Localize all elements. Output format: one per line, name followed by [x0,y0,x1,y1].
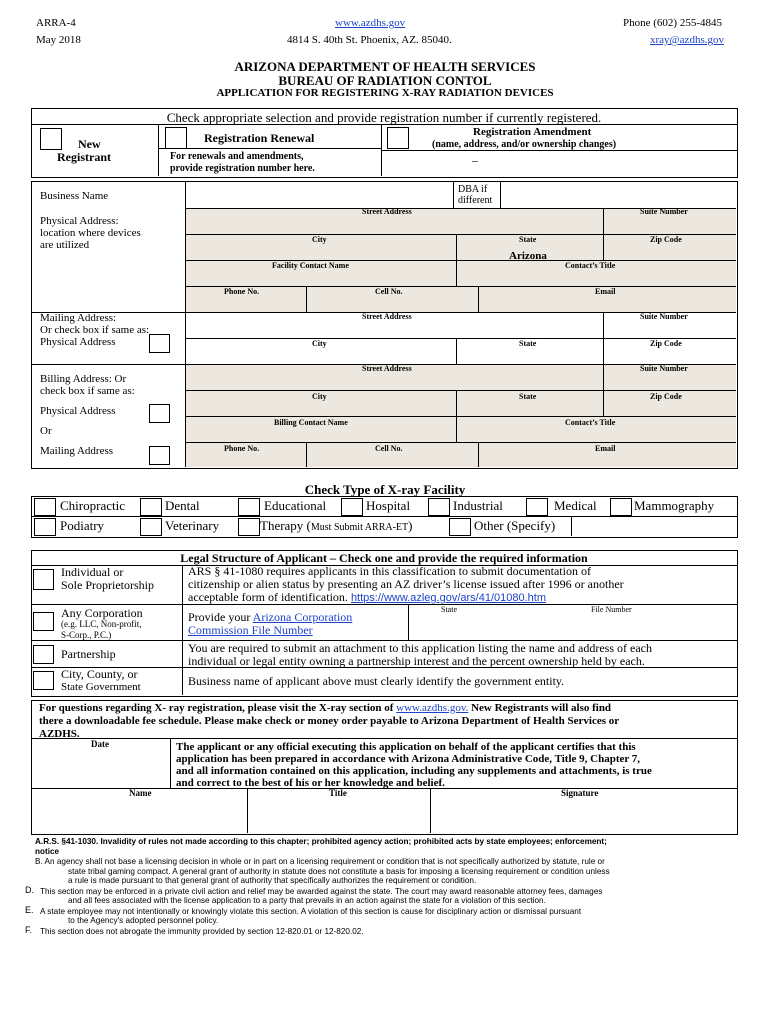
industrial-checkbox[interactable] [428,498,450,516]
certification-line-1: The applicant or any official executing this application on behalf of the applicant certifies that this [176,741,636,753]
individual-requirement-2: citizenship or alien status by presenting an AZ driver’s license issued after 1996 or another [188,577,624,591]
xray-section-link[interactable]: www.azdhs.gov. [396,702,469,714]
business-name-label: Business Name [40,190,109,202]
selection-instruction: Check appropriate selection and provide registration number if currently registered. [166,110,602,125]
billing-same-as-physical-checkbox[interactable] [149,404,170,423]
street-address-label: Street Address [362,207,412,216]
medical-label: Medical [554,498,597,513]
billing-city-label: City [312,392,327,401]
partnership-requirement-1: You are required to submit an attachment to this application listing the name and address of each [188,641,652,655]
mailing-zip-label: Zip Code [650,339,682,348]
dental-checkbox[interactable] [140,498,162,516]
podiatry-label: Podiatry [60,518,105,533]
statute-b-3: a rule is made pursuant to that general grant of authority that specifically authorizes the requirement or condition. [68,876,477,885]
application-title: APPLICATION FOR REGISTERING X-RAY RADIATION DEVICES [216,87,554,99]
partnership-requirement-2: individual or legal entity owning a partnership interest and the percent ownership held by each. [188,654,645,668]
city-label: City [312,235,327,244]
corp-file-number-label: File Number [591,605,632,614]
other-specify-label: Other (Specify) [474,518,556,533]
chiropractic-checkbox[interactable] [34,498,56,516]
corporation-commission-link-2[interactable]: Commission File Number [188,623,313,637]
billing-phone-label: Phone No. [224,444,260,453]
amendment-note: (name, address, and/or ownership changes) [432,139,617,150]
billing-contact-label: Billing Contact Name [274,418,348,427]
chiropractic-label: Chiropractic [60,498,125,513]
zip-label: Zip Code [650,235,682,244]
renewal-note-2: provide registration number here. [170,163,315,174]
billing-address-label-2: check box if same as: [40,385,135,397]
agency-phone: Phone (602) 255-4845 [623,17,722,29]
facility-type-title: Check Type of X-ray Facility [304,482,466,497]
billing-same-as-mailing-checkbox[interactable] [149,446,170,465]
date-label: Date [91,739,109,749]
educational-checkbox[interactable] [238,498,260,516]
ars-link[interactable]: https://www.azleg.gov/ars/41/01080.htm [350,592,546,604]
partnership-label: Partnership [61,647,116,661]
government-checkbox[interactable] [33,671,54,690]
dba-label-1: DBA if [458,184,488,195]
physical-address-label: Physical Address: [40,215,119,227]
renewal-checkbox[interactable] [165,127,187,149]
hospital-label: Hospital [366,498,411,513]
partnership-checkbox[interactable] [33,645,54,664]
dept-title: ARIZONA DEPARTMENT OF HEALTH SERVICES [234,59,536,74]
amendment-checkbox[interactable] [387,127,409,149]
billing-address-label: Billing Address: Or [40,373,127,385]
phone-label: Phone No. [224,287,260,296]
title-label: Title [329,788,347,798]
form-date: May 2018 [36,34,81,46]
renewal-label: Registration Renewal [204,131,315,145]
medical-checkbox[interactable] [526,498,548,516]
government-label-2: State Government [61,681,141,693]
billing-zip-label: Zip Code [650,392,682,401]
registrant-label: Registrant [57,150,111,164]
form-id: ARRA-4 [36,17,76,29]
suite-number-label: Suite Number [640,207,688,216]
mailing-address-label: Mailing Address: [40,312,117,324]
dental-label: Dental [165,498,200,513]
government-requirement: Business name of applicant above must clearly identify the government entity. [188,674,565,688]
mailing-address-label-3: Physical Address [40,336,116,348]
individual-label: Individual or [61,565,124,579]
statute-f-1: This section does not abrogate the immunity provided by section 12-820.01 or 12-820.02. [40,927,364,936]
educational-label: Educational [264,498,327,513]
podiatry-checkbox[interactable] [34,518,56,536]
email-label: Email [595,287,616,296]
statute-f-letter: F. [25,925,33,935]
bureau-title: BUREAU OF RADIATION CONTOL [278,73,492,88]
questions-line-3: AZDHS. [39,728,80,740]
billing-email-label: Email [595,444,616,453]
sole-proprietorship-label: Sole Proprietorship [61,578,154,592]
other-checkbox[interactable] [449,518,471,536]
questions-line-2: there a downloadable fee schedule. Please make check or money order payable to Arizona Department of Health Services or [39,715,620,727]
cell-label: Cell No. [375,287,403,296]
individual-requirement-1: ARS § 41-1080 requires applicants in this classification to submit documentation of [188,564,591,578]
certification-line-3: and all information contained on this application, including any supplements and attachments, is true [176,765,652,777]
facility-contact-label: Facility Contact Name [272,261,349,270]
contact-title-label: Contact’s Title [565,261,616,270]
legal-structure-title: Legal Structure of Applicant – Check one and provide the required information [180,551,588,565]
new-label: New [78,137,101,151]
billing-street-label: Street Address [362,364,412,373]
billing-cell-label: Cell No. [375,444,403,453]
industrial-label: Industrial [453,498,503,513]
corp-state-label: State [441,605,457,614]
government-label: City, County, or [61,667,138,681]
signature-input[interactable] [431,800,735,832]
statute-heading: A.R.S. §41-1030. Invalidity of rules not made according to this chapter; prohibited agency action; prohibited acts by state employees; enforcement; [35,837,607,846]
therapy-checkbox[interactable] [238,518,260,536]
therapy-label: Therapy (Must Submit ARRA-ET) [260,518,413,533]
statute-d-1: This section may be enforced in a private civil action and relief may be awarded against the state. The court may award reasonable attorney fees, damages [40,887,603,896]
mailing-street-label: Street Address [362,312,412,321]
statute-d-letter: D. [25,885,34,895]
dba-input[interactable] [501,182,736,208]
statute-e-1: A state employee may not intentionally or knowingly violate this section. A violation of this section is cause for disciplinary action or dismissal pursuant [40,907,582,916]
billing-state-label: State [519,392,537,401]
billing-physical-label: Physical Address [40,405,116,417]
amendment-label: Registration Amendment [473,126,592,138]
corporation-instruction: Provide your Arizona Corporation [188,610,353,624]
statute-b-2: state tribal gaming compact. A general grant of authority in statute does not constitute a basis for imposing a licensing requirement or condition unless [68,867,610,876]
individual-requirement-3: acceptable form of identification. https://www.azleg.gov/ars/41/01080.htm [188,590,546,604]
statute-e-2: to the Agency's adopted personnel policy. [68,916,219,925]
corporation-commission-link[interactable]: Arizona Corporation [252,610,353,624]
website-link[interactable]: www.azdhs.gov [335,17,406,29]
state-label: State [519,235,537,244]
mailing-suite-label: Suite Number [640,312,688,321]
new-registrant-checkbox[interactable] [40,128,62,150]
veterinary-checkbox[interactable] [140,518,162,536]
billing-or-label: Or [40,425,52,437]
corporation-label: Any Corporation [61,606,143,620]
statute-heading-2: notice [35,847,60,856]
statute-e-letter: E. [25,905,34,915]
name-label: Name [129,788,152,798]
mailing-same-as-physical-checkbox[interactable] [149,334,170,353]
renewal-note-1: For renewals and amendments, [170,151,304,162]
mailing-state-label: State [519,339,537,348]
signature-label: Signature [561,788,599,798]
physical-address-label-2: location where devices [40,227,141,239]
billing-mailing-label: Mailing Address [40,445,114,457]
billing-suite-label: Suite Number [640,364,688,373]
individual-checkbox[interactable] [33,569,54,590]
state-value: Arizona [509,250,547,262]
corporation-examples-1: (e.g. LLC, Non-profit, [61,619,142,629]
certification-line-2: application has been prepared in accordance with Arizona Administrative Code, Title 9, Chapter 7, [176,753,641,765]
certification-line-4: and correct to the best of his or her knowledge and belief. [176,777,445,789]
corporation-checkbox[interactable] [33,612,54,631]
mammography-checkbox[interactable] [610,498,632,516]
agency-address: 4814 S. 40th St. Phoenix, AZ. 85040. [287,34,452,46]
statute-b-1: B. An agency shall not base a licensing decision in whole or in part on a licensing requirement or condition that is not specifically authorized by statute, rule or [35,857,605,866]
date-input[interactable] [32,750,169,787]
dba-label-2: different [458,195,493,206]
statute-d-2: and all fees associated with the license application to a party that prevails in an action against the state for a violation of this section. [68,896,546,905]
mailing-address-label-2: Or check box if same as: [40,324,150,336]
veterinary-label: Veterinary [165,518,220,533]
physical-address-label-3: are utilized [40,239,90,251]
questions-line-1: For questions regarding X- ray registration, please visit the X-ray section of www.azdhs.gov. New Registrants will also find [39,702,612,714]
mammography-label: Mammography [634,498,715,513]
mailing-city-label: City [312,339,327,348]
registration-number-input[interactable]: – [472,153,478,167]
name-input[interactable] [32,800,246,832]
hospital-checkbox[interactable] [341,498,363,516]
title-input[interactable] [248,800,429,832]
billing-contact-title-label: Contact’s Title [565,418,616,427]
business-name-input[interactable] [186,182,453,208]
corporation-examples-2: S-Corp., P.C.) [61,630,112,640]
email-link[interactable]: xray@azdhs.gov [650,34,724,46]
